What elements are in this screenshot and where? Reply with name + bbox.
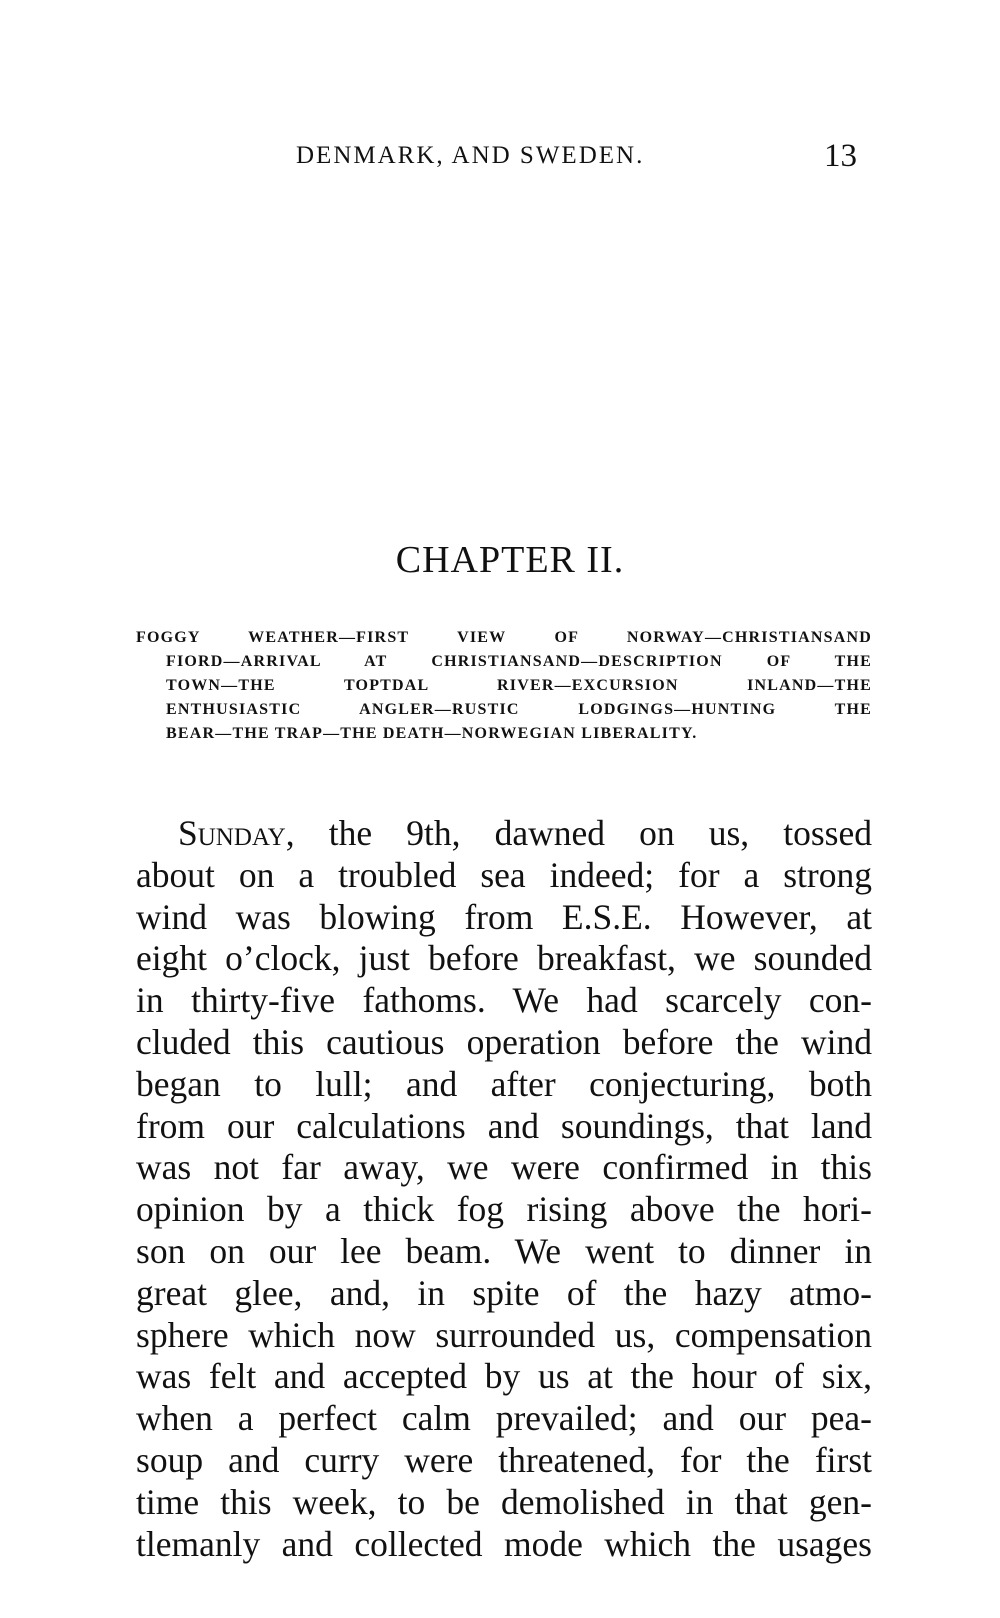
synopsis-line: BEAR—THE TRAP—THE DEATH—NORWEGIAN LIBERALITY.	[166, 725, 698, 742]
body-line: time this week, to be demolished in that gen-	[136, 1481, 872, 1522]
body-line: from our calculations and soundings, that land	[136, 1105, 872, 1146]
body-line: soup and curry were threatened, for the first	[136, 1439, 872, 1480]
chapter-synopsis	[136, 626, 872, 746]
synopsis-line: TOWN—THE TOPTDAL RIVER—EXCURSION INLAND—THE	[166, 677, 872, 694]
body-line: eight o’clock, just before breakfast, we sounded	[136, 938, 872, 979]
body-line: wind was blowing from E.S.E. However, at	[136, 896, 872, 937]
opening-word: Sunday,	[178, 813, 295, 853]
body-line: when a perfect calm prevailed; and our pea-	[136, 1398, 872, 1439]
body-line: opinion by a thick fog rising above the hori-	[136, 1189, 872, 1230]
running-title: DENMARK, AND SWEDEN.	[296, 142, 645, 169]
running-header	[0, 138, 1000, 178]
body-line: was felt and accepted by us at the hour of six,	[136, 1356, 872, 1397]
synopsis-line: FOGGY WEATHER—FIRST VIEW OF NORWAY—CHRISTIANSAND	[136, 629, 872, 646]
body-line: sphere which now surrounded us, compensation	[136, 1314, 872, 1355]
body-line-first	[136, 813, 872, 855]
body-line: tlemanly and collected mode which the usages	[136, 1523, 872, 1564]
body-line: about on a troubled sea indeed; for a strong	[136, 854, 872, 895]
body-line: great glee, and, in spite of the hazy atmo-	[136, 1272, 872, 1313]
body-line: cluded this cautious operation before the wind	[136, 1021, 872, 1062]
chapter-title: CHAPTER II.	[395, 539, 625, 581]
body-line: was not far away, we were confirmed in this	[136, 1147, 872, 1188]
body-text	[136, 813, 872, 1565]
body-line: began to lull; and after conjecturing, both	[136, 1063, 872, 1104]
synopsis-line: ENTHUSIASTIC ANGLER—RUSTIC LODGINGS—HUNTING THE	[166, 701, 872, 718]
synopsis-line: FIORD—ARRIVAL AT CHRISTIANSAND—DESCRIPTION OF THE	[166, 653, 872, 670]
body-line: son on our lee beam. We went to dinner in	[136, 1230, 872, 1271]
body-line: in thirty-five fathoms. We had scarcely con-	[136, 980, 872, 1021]
first-line-rest: the 9th, dawned on us, tossed	[328, 813, 873, 853]
page-number: 13	[824, 138, 857, 174]
